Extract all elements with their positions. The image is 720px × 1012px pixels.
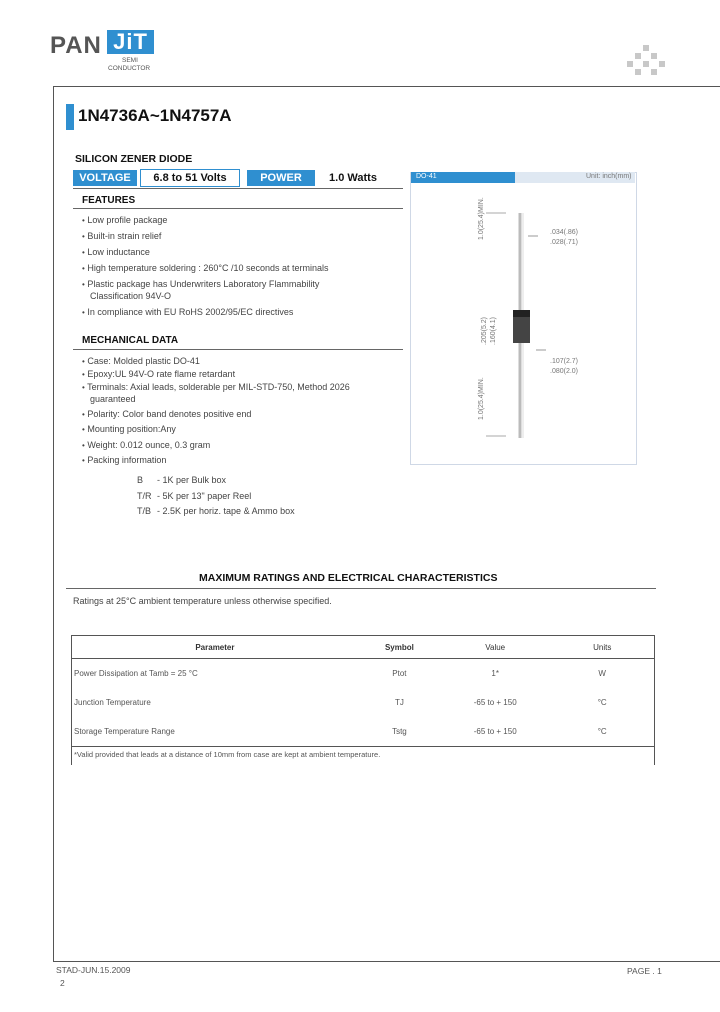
- table-header-row: [71, 636, 654, 659]
- feature-text: Low inductance: [87, 247, 150, 257]
- table-footnote: *Valid provided that leads at a distance of 10mm from case are kept at ambient temperature.: [71, 747, 654, 774]
- dim-lead-top: 1.0(25.4)MIN.: [478, 197, 485, 240]
- cell-value: -65 to + 150: [473, 698, 517, 707]
- list-item: • Packing information: [82, 455, 167, 465]
- frame-left-rule: [53, 86, 54, 961]
- header-value: Value: [440, 636, 550, 659]
- diode-drawing: [410, 183, 635, 463]
- cell-units: °C: [597, 698, 607, 707]
- list-item: • Low inductance: [82, 247, 150, 257]
- dim-body-len-1: .205(5.2): [481, 316, 488, 345]
- brand-sub-1: SEMI: [122, 57, 138, 64]
- packing-row: [137, 506, 295, 522]
- mech-text: Polarity: Color band denotes positive end: [87, 409, 252, 419]
- dim-lead-bottom: 1.0(25.4)MIN.: [478, 377, 485, 420]
- product-type: SILICON ZENER DIODE: [75, 153, 193, 165]
- list-item: • Mounting position:Any: [82, 424, 176, 434]
- cathode-band: [513, 310, 530, 317]
- ratings-rule: [66, 588, 656, 589]
- cell-symbol: Tstg: [392, 727, 407, 736]
- packing-list: [137, 475, 295, 522]
- list-item-continued: guaranteed: [90, 394, 136, 404]
- frame-top-rule: [53, 86, 720, 87]
- header-units: Units: [550, 636, 654, 659]
- dim-lead-dia-2: .028(.71): [550, 239, 579, 246]
- list-item: • Terminals: Axial leads, solderable per MIL-STD-750, Method 2026: [82, 382, 350, 392]
- ratings-table: [71, 635, 654, 773]
- mech-text: Epoxy:UL 94V-O rate flame retardant: [87, 369, 236, 379]
- packing-code: T/R: [137, 490, 152, 501]
- list-item: • Low profile package: [82, 215, 168, 225]
- list-item: • High temperature soldering : 260°C /10 seconds at terminals: [82, 263, 329, 273]
- footer-page: PAGE . 1: [627, 966, 662, 976]
- feature-text: Plastic package has Underwriters Laboratory Flammability: [87, 279, 320, 289]
- feature-text: In compliance with EU RoHS 2002/95/EC directives: [87, 307, 294, 317]
- feature-text: High temperature soldering : 260°C /10 seconds at terminals: [87, 263, 329, 273]
- list-item: • Weight: 0.012 ounce, 0.3 gram: [82, 440, 211, 450]
- features-list: [82, 214, 402, 322]
- list-item: • Plastic package has Underwriters Laboratory Flammability: [82, 279, 320, 289]
- footer-number: 2: [60, 978, 65, 988]
- power-value: 1.0 Watts: [329, 172, 377, 184]
- footer-date: STAD-JUN.15.2009: [56, 965, 131, 975]
- features-heading: FEATURES: [82, 195, 136, 206]
- frame-bottom-rule: [53, 961, 720, 962]
- cell-units: W: [598, 669, 606, 678]
- mech-text: Packing information: [87, 455, 167, 465]
- mech-text: Weight: 0.012 ounce, 0.3 gram: [87, 440, 211, 450]
- list-item: • Epoxy:UL 94V-O rate flame retardant: [82, 369, 236, 379]
- mech-text: Case: Molded plastic DO-41: [87, 356, 200, 366]
- table-row: [71, 688, 654, 717]
- table-left-border: [71, 635, 72, 765]
- voltage-label: VOLTAGE: [73, 170, 137, 186]
- packing-dash: -: [157, 506, 160, 516]
- title-accent-bar: [66, 104, 74, 130]
- diagram-unit-label: Unit: inch(mm): [586, 173, 632, 180]
- table-row: [71, 717, 654, 747]
- cell-parameter: Junction Temperature: [74, 698, 151, 707]
- dim-body-dia-1: .107(2.7): [550, 358, 579, 365]
- mech-text: Terminals: Axial leads, solderable per MIL-STD-750, Method 2026: [87, 382, 350, 392]
- list-item: • Case: Molded plastic DO-41: [82, 356, 200, 366]
- dim-lead-dia-1: .034(.86): [550, 229, 579, 236]
- dim-body-dia-2: .080(2.0): [550, 368, 579, 375]
- voltage-value: 6.8 to 51 Volts: [140, 169, 240, 187]
- brand-subtitle: [108, 57, 150, 73]
- table-right-border: [654, 635, 655, 765]
- cell-value: 1*: [491, 669, 499, 678]
- brand-sub-2: CONDUCTOR: [108, 65, 151, 72]
- mech-text: Mounting position:Any: [87, 424, 176, 434]
- cell-parameter: Storage Temperature Range: [74, 727, 175, 736]
- features-rule: [73, 208, 403, 209]
- packing-dash: -: [157, 475, 160, 485]
- packing-row: [137, 491, 295, 507]
- cell-units: °C: [597, 727, 607, 736]
- feature-text: Low profile package: [87, 215, 168, 225]
- power-label: POWER: [247, 170, 315, 186]
- list-item: • In compliance with EU RoHS 2002/95/EC directives: [82, 307, 294, 317]
- list-item: • Polarity: Color band denotes positive end: [82, 409, 252, 419]
- packing-dash: -: [157, 490, 160, 501]
- dim-body-len-2: .160(4.1): [490, 316, 497, 345]
- list-item: • Built-in strain relief: [82, 231, 162, 241]
- cell-parameter: Power Dissipation at Tamb = 25 °C: [74, 669, 198, 678]
- table-footnote-row: [71, 747, 654, 774]
- spec-rule: [73, 188, 403, 189]
- brand-logo-left: PAN: [50, 32, 102, 59]
- packing-desc: 2.5K per horiz. tape & Ammo box: [162, 506, 295, 516]
- packing-desc: 5K per 13" paper Reel: [162, 490, 252, 501]
- diagram-package-label: DO-41: [416, 173, 437, 180]
- cell-symbol: Ptot: [392, 669, 407, 678]
- mechanical-rule: [73, 349, 403, 350]
- ratings-title: MAXIMUM RATINGS AND ELECTRICAL CHARACTERISTICS: [199, 572, 498, 584]
- mechanical-list: [82, 355, 402, 469]
- mechanical-heading: MECHANICAL DATA: [82, 335, 179, 346]
- table-row: [71, 659, 654, 689]
- brand-logo-right: JiT: [107, 30, 154, 54]
- packing-row: [137, 475, 295, 491]
- cell-value: -65 to + 150: [473, 727, 517, 736]
- list-item-continued: Classification 94V-O: [90, 291, 172, 301]
- packing-desc: 1K per Bulk box: [162, 475, 227, 485]
- packing-code: B: [137, 475, 144, 485]
- page-title: 1N4736A~1N4757A: [78, 106, 232, 125]
- ratings-note: Ratings at 25°C ambient temperature unless otherwise specified.: [73, 596, 332, 606]
- packing-code: T/B: [137, 506, 152, 516]
- cell-symbol: TJ: [394, 698, 404, 707]
- feature-text: Built-in strain relief: [87, 231, 162, 241]
- header-symbol: Symbol: [359, 636, 440, 659]
- header-parameter: Parameter: [71, 636, 359, 659]
